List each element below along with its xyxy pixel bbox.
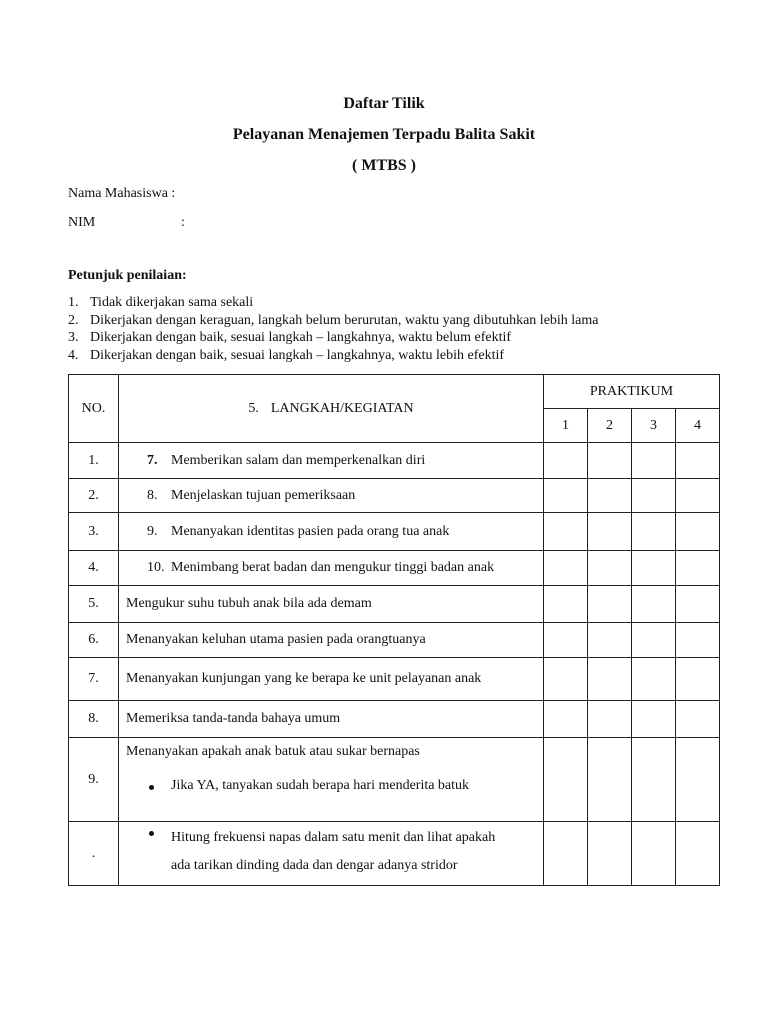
row-step-text: Menanyakan kunjungan yang ke berapa ke unit pelayanan anak xyxy=(119,658,544,701)
table-row xyxy=(69,586,720,623)
row-step-text: Mengukur suhu tubuh anak bila ada demam xyxy=(119,586,544,623)
document-abbreviation: ( MTBS ) xyxy=(352,157,416,174)
score-cell[interactable] xyxy=(544,551,588,586)
score-cell[interactable] xyxy=(588,701,632,738)
row-step xyxy=(119,551,544,586)
header-step-number: 5. xyxy=(248,400,259,416)
header-col-3: 3 xyxy=(632,409,676,443)
list-item xyxy=(68,347,599,365)
row-step-number: 10. xyxy=(147,560,165,575)
score-cell[interactable] xyxy=(676,586,720,623)
document-title: Daftar Tilik xyxy=(343,95,425,112)
row-bullet xyxy=(119,824,543,880)
row-step-text: Menanyakan keluhan utama pasien pada orangtuanya xyxy=(119,623,544,658)
row-number: 9. xyxy=(69,738,119,822)
score-cell[interactable] xyxy=(544,513,588,551)
score-cell[interactable] xyxy=(632,822,676,886)
list-item-text: Dikerjakan dengan baik, sesuai langkah – langkahnya, waktu lebih efektif xyxy=(90,347,505,363)
field-label: NIM xyxy=(68,215,96,230)
instructions-list xyxy=(68,294,599,364)
score-cell[interactable] xyxy=(676,443,720,479)
score-cell[interactable] xyxy=(544,822,588,886)
field-nim xyxy=(68,215,185,231)
score-cell[interactable] xyxy=(632,623,676,658)
row-step-text: Menimbang berat badan dan mengukur tinggi badan anak xyxy=(171,560,495,575)
row-number: 4. xyxy=(69,551,119,586)
list-item xyxy=(68,329,599,347)
row-bullet-line: Hitung frekuensi napas dalam satu menit dan lihat apakah xyxy=(171,830,496,845)
list-item-text: Tidak dikerjakan sama sekali xyxy=(90,295,254,310)
field-nama-mahasiswa xyxy=(68,186,175,202)
score-cell[interactable] xyxy=(544,738,588,822)
table-row xyxy=(69,443,720,479)
score-cell[interactable] xyxy=(544,658,588,701)
row-step-text: Memeriksa tanda-tanda bahaya umum xyxy=(119,701,544,738)
header-praktikum: PRAKTIKUM xyxy=(544,375,720,409)
score-cell[interactable] xyxy=(588,551,632,586)
row-step xyxy=(119,738,544,822)
row-step-text: Menjelaskan tujuan pemeriksaan xyxy=(171,487,356,503)
instructions-heading: Petunjuk penilaian: xyxy=(68,268,187,283)
row-number: 6. xyxy=(69,623,119,658)
row-number: 8. xyxy=(69,701,119,738)
score-cell[interactable] xyxy=(632,551,676,586)
score-cell[interactable] xyxy=(676,623,720,658)
score-cell[interactable] xyxy=(588,822,632,886)
checklist-table xyxy=(68,374,720,886)
row-step xyxy=(119,822,544,886)
header-step xyxy=(119,375,544,443)
row-step-number: 7. xyxy=(147,452,158,468)
score-cell[interactable] xyxy=(544,623,588,658)
table-row xyxy=(69,701,720,738)
row-number: 3. xyxy=(69,513,119,551)
score-cell[interactable] xyxy=(588,738,632,822)
row-step-text: Menanyakan apakah anak batuk atau sukar bernapas xyxy=(126,744,420,759)
table-row xyxy=(69,623,720,658)
table-row xyxy=(69,479,720,513)
list-item-number: 2. xyxy=(68,312,79,328)
list-item-number: 1. xyxy=(68,295,79,310)
table-row xyxy=(69,658,720,701)
row-step xyxy=(119,513,544,551)
row-bullet-line: ada tarikan dinding dada dan dengar adanya stridor xyxy=(171,858,458,873)
score-cell[interactable] xyxy=(588,479,632,513)
score-cell[interactable] xyxy=(588,658,632,701)
field-label: Nama Mahasiswa xyxy=(68,186,168,201)
score-cell[interactable] xyxy=(632,658,676,701)
field-separator: : xyxy=(171,186,176,201)
list-item-text: Dikerjakan dengan baik, sesuai langkah – langkahnya, waktu belum efektif xyxy=(90,330,512,345)
row-step-text: Memberikan salam dan memperkenalkan diri xyxy=(171,452,426,468)
score-cell[interactable] xyxy=(544,586,588,623)
score-cell[interactable] xyxy=(632,479,676,513)
list-item-text: Dikerjakan dengan keraguan, langkah belum berurutan, waktu yang dibutuhkan lebih lama xyxy=(90,312,599,328)
row-step xyxy=(119,443,544,479)
table-row xyxy=(69,822,720,886)
score-cell[interactable] xyxy=(588,586,632,623)
row-step-number: 9. xyxy=(147,523,158,539)
score-cell[interactable] xyxy=(588,623,632,658)
score-cell[interactable] xyxy=(676,822,720,886)
score-cell[interactable] xyxy=(544,701,588,738)
row-number: . xyxy=(69,822,119,886)
score-cell[interactable] xyxy=(676,701,720,738)
header-col-2: 2 xyxy=(588,409,632,443)
list-item xyxy=(68,312,599,330)
score-cell[interactable] xyxy=(632,586,676,623)
score-cell[interactable] xyxy=(676,551,720,586)
table-header-row xyxy=(69,375,720,409)
list-item-number: 4. xyxy=(68,347,79,363)
header-step-label: LANGKAH/KEGIATAN xyxy=(270,400,414,416)
table-row xyxy=(69,513,720,551)
row-number: 7. xyxy=(69,658,119,701)
row-number: 5. xyxy=(69,586,119,623)
row-number: 2. xyxy=(69,479,119,513)
header-col-1: 1 xyxy=(544,409,588,443)
score-cell[interactable] xyxy=(588,513,632,551)
list-item xyxy=(68,294,599,312)
score-cell[interactable] xyxy=(676,479,720,513)
score-cell[interactable] xyxy=(544,443,588,479)
score-cell[interactable] xyxy=(632,701,676,738)
row-step xyxy=(119,479,544,513)
field-separator: : xyxy=(181,215,185,230)
header-no: NO. xyxy=(69,375,119,443)
score-cell[interactable] xyxy=(676,738,720,822)
list-item-number: 3. xyxy=(68,330,79,345)
table-row xyxy=(69,551,720,586)
score-cell[interactable] xyxy=(632,513,676,551)
row-bullet: Jika YA, tanyakan sudah berapa hari menderita batuk xyxy=(119,778,543,794)
score-cell[interactable] xyxy=(632,738,676,822)
header-col-4: 4 xyxy=(676,409,720,443)
row-step-number: 8. xyxy=(147,487,158,503)
table-row xyxy=(69,738,720,822)
score-cell[interactable] xyxy=(632,443,676,479)
score-cell[interactable] xyxy=(676,513,720,551)
score-cell[interactable] xyxy=(544,479,588,513)
row-step-text: Menanyakan identitas pasien pada orang tua anak xyxy=(171,523,450,539)
score-cell[interactable] xyxy=(676,658,720,701)
row-number: 1. xyxy=(69,443,119,479)
score-cell[interactable] xyxy=(588,443,632,479)
document-subtitle: Pelayanan Menajemen Terpadu Balita Sakit xyxy=(232,126,536,143)
